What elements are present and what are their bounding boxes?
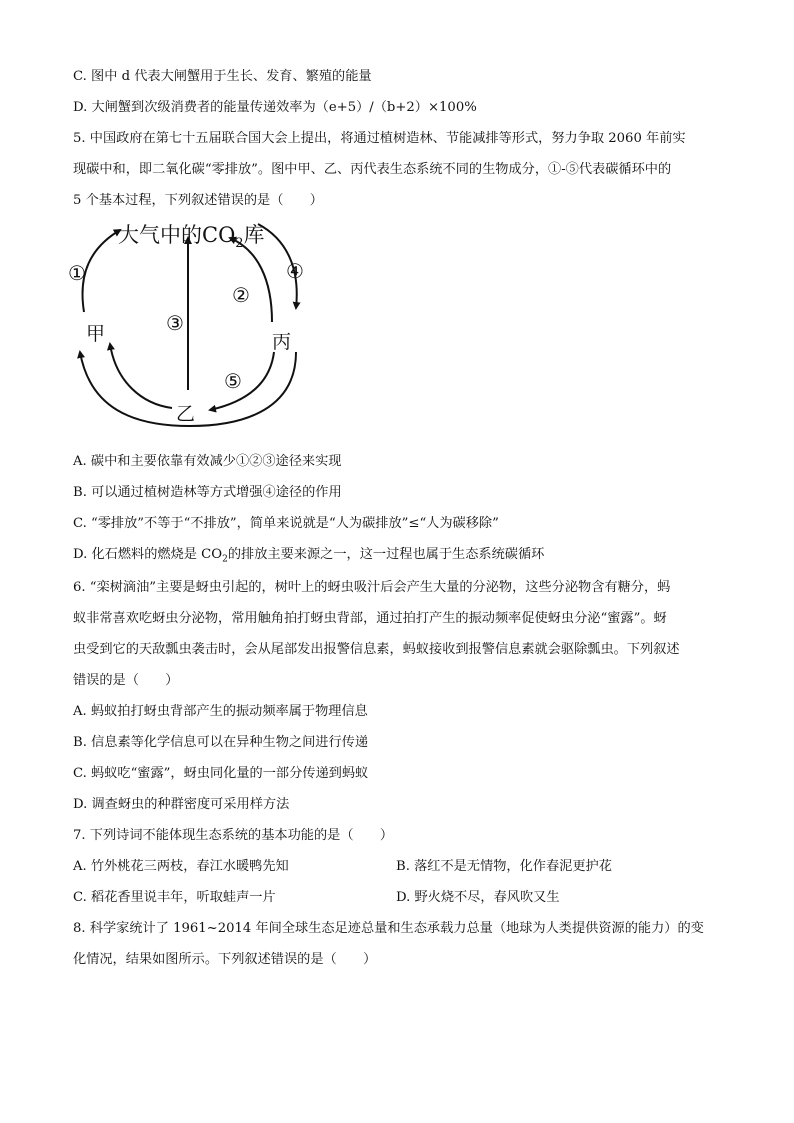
- q8-stem-line2: 化情况，结果如图所示。下列叙述错误的是（ ）: [73, 952, 377, 967]
- prev-option-d: D. 大闸蟹到次级消费者的能量传递效率为（e+5）/（b+2）×100%: [73, 100, 477, 115]
- q6-option-b: B. 信息素等化学信息可以在异种生物之间进行传递: [73, 735, 369, 750]
- arrow-process-5: [210, 352, 274, 410]
- q5-option-d: D. 化石燃料的燃烧是 $CO_2$的排放主要来源之一，这一过程也属于生态系统碳循环: [73, 547, 545, 565]
- q5-stem-line2: 现碳中和，即二氧化碳“零排放”。图中甲、乙、丙代表生态系统不同的生物成分，①-⑤代表碳循环中的: [73, 162, 672, 177]
- q7-option-a: A. 竹外桃花三两枝，春江水暖鸭先知: [73, 859, 289, 874]
- process-2-label: ②: [232, 283, 250, 307]
- node-bing: 丙: [272, 331, 292, 353]
- q6-option-c: C. 蚂蚁吃“蜜露”，蚜虫同化量的一部分传递到蚂蚁: [73, 766, 369, 781]
- q5-stem-line1: 5. 中国政府在第七十五届联合国大会上提出，将通过植树造林、节能减排等形式，努力争取 2060 年前实: [73, 131, 686, 146]
- co2-pool-label: 大气中的$CO_2$库: [118, 223, 265, 251]
- q6-option-a: A. 蚂蚁拍打蚜虫背部产生的振动频率属于物理信息: [73, 704, 368, 719]
- q6-option-d: D. 调查蚜虫的种群密度可采用样方法: [73, 797, 290, 812]
- node-yi: 乙: [176, 403, 196, 425]
- q7-option-d: D. 野火烧不尽，春风吹又生: [396, 890, 560, 905]
- q7-stem: 7. 下列诗词不能体现生态系统的基本功能的是（ ）: [73, 828, 394, 843]
- process-4-label: ④: [286, 259, 304, 283]
- process-1-label: ①: [68, 261, 86, 285]
- q8-stem-line1: 8. 科学家统计了 1961~2014 年间全球生态足迹总量和生态承载力总量（地球为人类提供资源的能力）的变: [73, 921, 704, 936]
- prev-option-c: C. 图中 d 代表大闸蟹用于生长、发育、繁殖的能量: [73, 69, 372, 84]
- arrow-yi-to-jia: [110, 344, 172, 408]
- q5-option-a: A. 碳中和主要依靠有效减少①②③途径来实现: [73, 454, 342, 469]
- q5-stem-line3: 5 个基本过程，下列叙述错误的是（ ）: [73, 193, 323, 208]
- q6-stem-line2: 蚁非常喜欢吃蚜虫分泌物，常用触角拍打蚜虫背部，通过拍打产生的振动频率促使蚜虫分泌“蜜露”。蚜: [73, 611, 667, 626]
- process-5-label: ⑤: [224, 369, 242, 393]
- q5-option-b: B. 可以通过植树造林等方式增强④途径的作用: [73, 485, 342, 500]
- q6-stem-line3: 虫受到它的天敌瓢虫袭击时，会从尾部发出报警信息素，蚂蚁接收到报警信息素就会驱除瓢虫。下列叙述: [73, 642, 680, 657]
- node-jia: 甲: [86, 323, 106, 345]
- arrow-process-1: [83, 230, 121, 312]
- process-3-label: ③: [166, 311, 184, 335]
- q5-option-c: C. “零排放”不等于“不排放”，简单来说就是“人为碳排放”≤“人为碳移除”: [73, 516, 499, 531]
- q7-option-c: C. 稻花香里说丰年，听取蛙声一片: [73, 890, 276, 905]
- q6-stem-line1: 6. “栾树滴油”主要是蚜虫引起的，树叶上的蚜虫吸汁后会产生大量的分泌物，这些分泌物含有糖分，蚂: [73, 580, 671, 595]
- q7-option-b: B. 落红不是无情物，化作春泥更护花: [396, 859, 612, 874]
- carbon-cycle-diagram: [60, 212, 340, 432]
- q6-stem-line4: 错误的是（ ）: [73, 673, 179, 688]
